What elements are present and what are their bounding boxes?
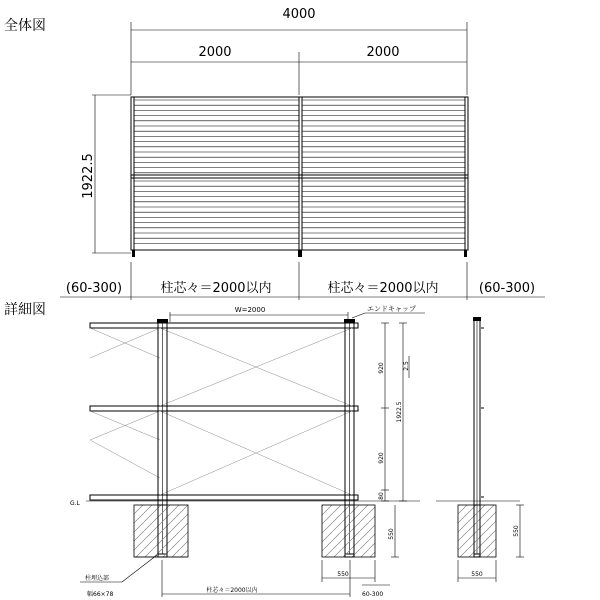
side-section (436, 317, 524, 582)
height-920-lower: 920 (378, 452, 385, 464)
foundation-right (322, 505, 375, 557)
end-range-right: (60-300) (478, 281, 536, 296)
gap-label: 2.5 (403, 361, 410, 371)
dimension-height (81, 95, 131, 253)
height-total: 1922.5 (396, 401, 403, 423)
height-80: 80 (378, 492, 385, 500)
foundation-width-dim (322, 560, 375, 582)
foundation-left (134, 505, 188, 557)
foundation-depth: 550 (388, 528, 395, 540)
fence-overview (131, 97, 468, 257)
bottom-range-label: 60-300 (362, 591, 384, 598)
detail-title: 詳細図 (4, 302, 46, 318)
overview-title: 全体図 (4, 18, 46, 34)
post-spacing-left: 柱芯々＝2000以内 (160, 281, 272, 296)
post-embed-callout (80, 555, 157, 598)
post-foot-center (298, 250, 302, 257)
w-label: W=2000 (234, 306, 266, 314)
detail-height-dims (378, 323, 410, 557)
detail-bottom-spacing (162, 560, 390, 598)
panel-width-left: 2000 (198, 45, 232, 60)
foundation-width: 550 (337, 571, 349, 578)
side-width: 550 (471, 571, 483, 578)
post-spacing-right: 柱芯々＝2000以内 (327, 281, 439, 296)
gl-label: G.L (70, 500, 80, 507)
total-width-label: 4000 (282, 7, 316, 22)
side-depth: 550 (513, 525, 520, 537)
dimension-panel-widths (131, 45, 467, 95)
dimension-w (170, 306, 348, 322)
height-label: 1922.5 (81, 153, 96, 199)
post-embed-label: 柱埋込部 (85, 575, 110, 582)
detail-elevation (90, 319, 358, 554)
post-size-label: 幅66×78 (87, 591, 114, 598)
height-920-upper: 920 (378, 362, 385, 374)
end-cap-callout (352, 305, 425, 318)
post-foot-left (132, 250, 135, 257)
bottom-spacing-label: 柱芯々＝2000以内 (206, 587, 258, 594)
post-spacing-row (60, 262, 545, 300)
panel-width-right: 2000 (366, 45, 400, 60)
end-cap-label: エンドキャップ (367, 305, 416, 313)
post-foot-right (464, 250, 467, 257)
end-range-left: (60-300) (65, 281, 123, 296)
